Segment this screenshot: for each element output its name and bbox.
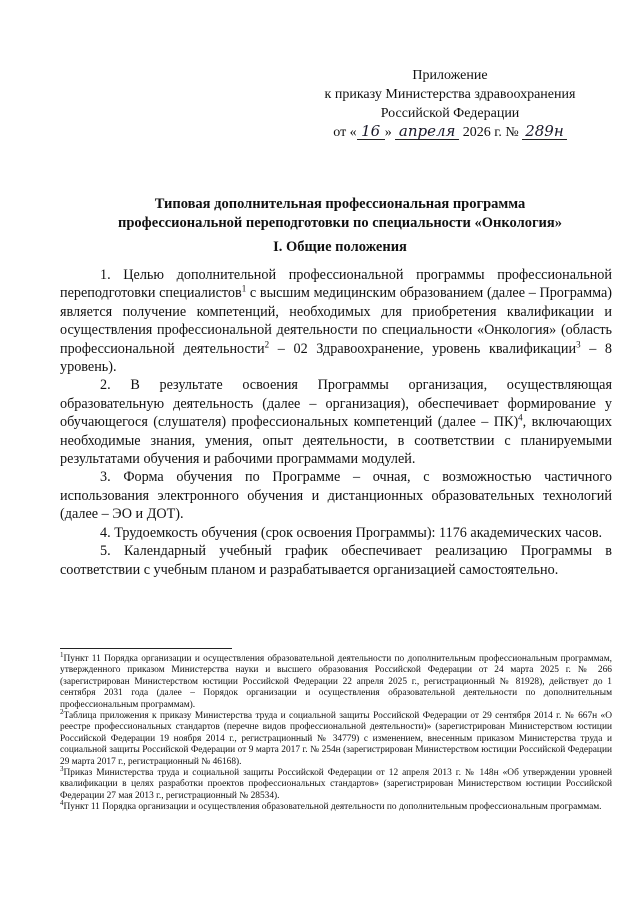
paragraph-2-text-a: 2. В результате освоения Программы организация, осуществляющая образовательную деятельность (далее – организация), обеспечивает формирование у обучающегося (слушателя) профессиональных компетенций (далее – ПК) [60, 377, 612, 431]
footnote-1-mark: 1 [60, 650, 64, 659]
paragraph-1-text-b: с высшим медицинским образованием (далее – Программа) является получение компетенций, необходимых для приобретения квалификации и осуществления профессиональной деятельности по специальности «Онкология» (область профессиональной деятельности [60, 285, 612, 357]
title-line-1: Типовая дополнительная профессиональная программа [154, 196, 526, 212]
footnote-1 [60, 650, 612, 711]
date-year: 2026 г. № [462, 125, 519, 140]
footnote-ref-1: 1 [241, 283, 247, 294]
footnote-divider [60, 648, 232, 649]
section-heading: I. Общие положения [273, 239, 407, 255]
paragraph-2 [60, 376, 612, 468]
footnote-ref-4: 4 [518, 412, 523, 423]
title-line-2: профессиональной переподготовки по специальности «Онкология» [118, 215, 562, 231]
document-title [60, 195, 620, 233]
handwritten-day: 16 [357, 124, 385, 140]
footnote-4-mark: 4 [60, 799, 64, 808]
paragraph-3: 3. Форма обучения по Программе – очная, с возможностью частичного использования электронного обучения и дистанционных образовательных технологий (далее – ЭО и ДОТ). [60, 469, 612, 523]
paragraph-1-text-d: – 8 уровень). [60, 340, 613, 376]
footnote-3-mark: 3 [60, 764, 64, 773]
footnote-4-text: Пункт 11 Порядка организации и осуществления образовательной деятельности по дополнительным профессиональным программам. [63, 802, 602, 813]
header-order-ref: к приказу Министерства здравоохранения [324, 87, 576, 102]
footnote-ref-2: 2 [264, 338, 270, 349]
handwritten-order-number: 289н [522, 124, 567, 140]
header-date-line [300, 123, 600, 142]
paragraph-1-text-a: 1. Целью дополнительной профессиональной программы профессиональной переподготовки специалистов [60, 267, 612, 302]
paragraph-1-text-c: – 02 Здравоохранение, уровень квалификации [269, 340, 577, 357]
document-body [60, 266, 612, 579]
footnote-3-text: Приказ Министерства труда и социальной защиты Российской Федерации от 12 апреля 2013 г. № 148н «Об утверждении уровней квалификации в целях разработки проектов профессиональных стандартов» (зарегистрирован Министерством юстиции Российской Федерации 27 мая 2013 г., регистрационный № 28534). [60, 768, 612, 801]
footnote-2 [60, 707, 612, 768]
footnote-2-mark: 2 [60, 707, 64, 716]
footnote-3 [60, 764, 612, 802]
footnote-1-text: Пункт 11 Порядка организации и осуществления образовательной деятельности по дополнительным профессиональным программам, утвержденного приказом Министерства науки и высшего образования Российской Федерации от 24 марта 2025 г. № 266 (зарегистрирован Министерством юстиции Российской Федерации 22 апреля 2025 г., регистрационный № 81928), действует до 1 сентября 2031 года (далее – Порядок организации и осуществления образовательной деятельности по дополнительным профессиональным программам). [60, 654, 612, 710]
approval-header [300, 66, 600, 142]
footnote-ref-3: 3 [576, 338, 581, 349]
date-prefix: от « [333, 125, 357, 140]
footnote-2-text: Таблица приложения к приказу Министерства труда и социальной защиты Российской Федерации от 29 сентября 2014 г. № 667н «О реестре профессиональных стандартов (перечне видов профессиональной деятельности)» (зарегистрирован Министерством юстиции Российской Федерации 19 ноября 2014 г., регистрационный № 34779) с изменением, внесенным приказом Министерства труда и социальной защиты Российской Федерации от 9 марта 2017 г. № 254н (зарегистрирован Министерством юстиции Российской Федерации 29 марта 2017 г., регистрационный № 46168). [60, 711, 612, 767]
paragraph-1 [60, 266, 612, 376]
handwritten-month: апреля [395, 124, 459, 140]
paragraph-4: 4. Трудоемкость обучения (срок освоения Программы): 1176 академических часов. [100, 524, 603, 541]
paragraph-5: 5. Календарный учебный график обеспечивает реализацию Программы в соответствии с учебным планом и разрабатывается организацией самостоятельно. [60, 543, 612, 578]
paragraph-2-text-b: , включающих необходимые знания, умения, опыт деятельности, в соответствии с планируемыми результатами обучения и рабочими программами модулей. [60, 414, 612, 468]
date-mid: » [384, 125, 392, 140]
footnote-4 [60, 799, 612, 813]
header-appendix-label: Приложение [412, 68, 488, 83]
footnotes [60, 650, 612, 814]
header-country: Российской Федерации [380, 106, 520, 121]
